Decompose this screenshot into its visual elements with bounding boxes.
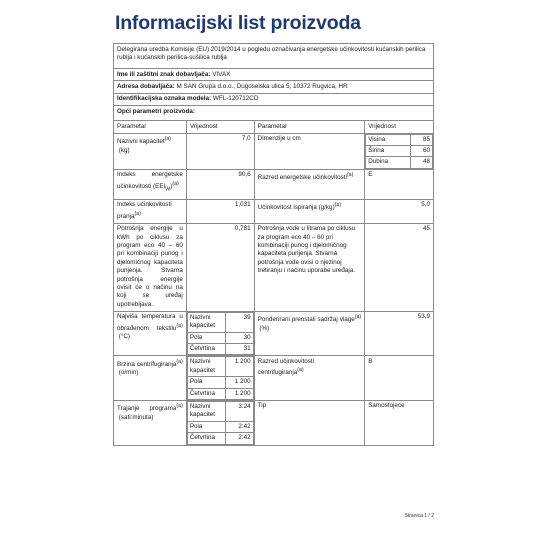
supplier-name-label: Ime ili zaštitni znak dobavljača: — [117, 70, 211, 78]
regulation-text: Delegirana uredba Komisije (EU) 2019/2014 u pogledu označivanja energetske učinkovitosti kućanskih perilica rublja i kućanskih perilica-sušilica rublja — [114, 44, 434, 69]
dimensions-table — [365, 134, 433, 169]
eei-value: 90,6 — [186, 169, 254, 199]
spin-speed-table — [187, 356, 254, 400]
duration-cell — [186, 400, 254, 445]
spin-speed-sub-label: Nazivni kapacitet — [187, 357, 225, 377]
col-param-2: Parametar — [254, 121, 365, 133]
max-temp-sub-value: 31 — [225, 343, 253, 354]
spin-class-label: Razred učinkovitosti centrifugiranja$^{(a)}$ — [254, 356, 365, 401]
energy-consumption-label: Potrošnja energije u kWh po ciklusu za program eco 40 – 60 pri kombinaciji punog i djelomičnog kapaciteta punjenja. Stvarna potrošnja energije ovisit će o načinu na koji se uređaj upotrebljava. — [114, 223, 187, 311]
supplier-address-row — [114, 81, 434, 93]
duration-label: Trajanje programa$^{(a)}$ (sati:minuta) — [114, 400, 187, 445]
washing-index-label: Indeks učinkovitosti pranja$^{(a)}$ — [114, 199, 187, 223]
duration-sub-label: Nazivni kapacitet — [187, 401, 225, 421]
page-title: Informacijski list proizvoda — [115, 12, 361, 34]
supplier-address: M SAN Grupa d.o.o., Dugoselska ulica 5, 10372 Rugvica, HR — [176, 82, 348, 90]
spin-speed-cell — [186, 356, 254, 401]
energy-consumption-value: 0,781 — [186, 223, 254, 311]
type-value: Samostojeće — [365, 400, 434, 445]
page-footer: Stranica 1 / 2 — [404, 513, 434, 519]
spin-speed-sub-value: 1 200 — [225, 377, 253, 388]
max-temp-sub-value: 30 — [225, 332, 253, 343]
supplier-name: VIVAX — [212, 70, 231, 78]
product-info-table — [113, 43, 434, 446]
depth-value: 48 — [411, 157, 433, 168]
duration-sub-value: 2:42 — [225, 433, 253, 444]
water-consumption-value: 45 — [365, 223, 434, 311]
max-temp-sub-label: Pola — [187, 332, 225, 343]
supplier-address-label: Adresa dobavljača: — [117, 82, 175, 90]
max-temp-sub-value: 39 — [225, 312, 253, 332]
duration-sub-value: 3:24 — [225, 401, 253, 421]
spin-class-value: B — [365, 356, 434, 401]
max-temp-table — [187, 312, 254, 356]
rinsing-value: 5,0 — [365, 199, 434, 223]
duration-sub-value: 2:42 — [225, 421, 253, 432]
model-row — [114, 93, 434, 105]
energy-class-value: E — [365, 169, 434, 199]
washing-index-value: 1,031 — [186, 199, 254, 223]
energy-class-label: Razred energetske učinkovitosti$^{(a)}$ — [254, 169, 365, 199]
spin-speed-label: Brzina centrifugiranja$^{(a)}$ (o/min) — [114, 356, 187, 401]
col-value-1: Vrijednost — [186, 121, 254, 133]
model-label: Identifikacijska oznaka modela: — [117, 95, 212, 103]
general-params-heading: Opći parametri proizvoda: — [114, 106, 434, 121]
moisture-value: 53,9 — [365, 311, 434, 356]
height-value: 85 — [411, 134, 433, 145]
supplier-name-row — [114, 69, 434, 81]
width-label: Širina — [366, 145, 411, 156]
rinsing-label: Učinkovitost ispiranja $(g/kg)^{(a)}$ — [254, 199, 365, 223]
model: WFL-120712CD — [212, 95, 259, 103]
spin-speed-sub-label: Pola — [187, 377, 225, 388]
depth-label: Dubina — [366, 157, 411, 168]
capacity-value: 7,0 — [186, 133, 254, 169]
max-temp-cell — [186, 311, 254, 356]
moisture-label: Ponderirani preostali sadržaj vlage$^{(a)}$ (%) — [254, 311, 365, 356]
dimensions-cell — [365, 133, 434, 169]
duration-sub-label: Pola — [187, 421, 225, 432]
duration-sub-label: Četvrtina — [187, 433, 225, 444]
max-temp-label: Najviša temperatura u obrađenom tekstilu$^{(a)}$ (°C) — [114, 311, 187, 356]
col-param-1: Parametar — [114, 121, 187, 133]
water-consumption-label: Potrošnja vode u litrama po ciklusu za program eco 40 – 60 pri kombinaciji punog i djelomičnog kapaciteta punjenja. Stvarna potrošnja vode ovisi o njezinoj tretiranju i načinu uporabe uređaja. — [254, 223, 365, 311]
max-temp-sub-label: Nazivni kapacitet — [187, 312, 225, 332]
eei-label: Indeks energetske učinkovitosti $(EEI_W)^{(a)}$ — [114, 169, 187, 199]
capacity-label: Nazivni kapacitet$^{(a)}$ (kg) — [114, 133, 187, 169]
spin-speed-sub-value: 1 200 — [225, 357, 253, 377]
duration-table — [187, 401, 254, 445]
spin-speed-sub-value: 1 200 — [225, 388, 253, 399]
type-label: Tip — [254, 400, 365, 445]
width-value: 60 — [411, 145, 433, 156]
height-label: Visina — [366, 134, 411, 145]
spin-speed-sub-label: Četvrtina — [187, 388, 225, 399]
dimensions-label: Dimenzije u cm — [254, 133, 365, 169]
col-value-2: Vrijednost — [365, 121, 434, 133]
max-temp-sub-label: Četvrtina — [187, 343, 225, 354]
